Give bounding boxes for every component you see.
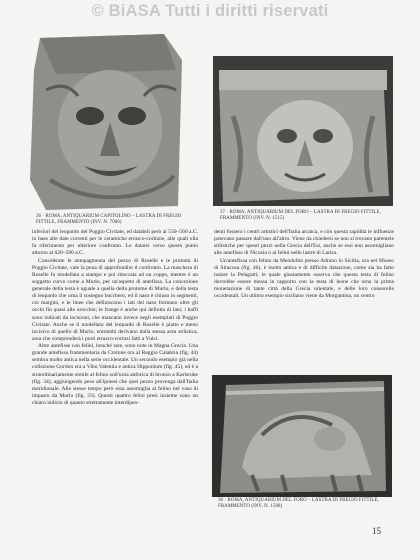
paragraph: Considerate le antepagmenta del pezzo di Roselle e le protomi di Poggio Civitate, vale la pena di approfondire il confronto. La maschera di Roselle fu modellata a stampo e poi ritoccata ad un coppo, mentre è un soggetto curvo come a Murlo, per un'aspetto di antefissa. La concezione generale della testa è uguale a quella della protome di Murlo, e della testa di leopardo che orna il sostegno bucchero, ed il naso è chiuso in segmenti, coi margini, e le linee che definiscono i lati del naso formano oltre gli occhi fin quasi alle orecchie; le frange è anche qui definita di lato; i baffi sono indicati da incisioni, che mancano invece negli esemplari di Poggio Civitate. Anche se il modellato del leopardo di Roselle è piatto e meno incisivo di quello di Murlo, entrambi derivano dalla stessa area stilistica, area che comprenderà i porti etrusco-corinzi fatti a Vulci. [32, 257, 198, 342]
text-column-left [32, 229, 198, 529]
figure-36-photo [26, 30, 192, 212]
figure-37-caption: 37 · ROMA, ANTIQUARIUM DEL FORO – LASTRA DI FREGIO FITTILE, FRAMMENTO (INV. N. 1515) [220, 210, 381, 221]
text-column-right [214, 229, 394, 371]
figure-36-caption: 36 · ROMA, ANTIQUARIUM CAPITOLINO – LASTRA DI FREGIO FITTILE, FRAMMENTO (INV. N. 7000) [36, 214, 182, 225]
paragraph: Un'antefissa con felino da Mendolito presso Adrano in Sicilia, ora nel Museo di Siracusa (fig. 46), è molto antica e di difficile datazione, come sia ha fatto notare la Pelagatti; le quale giustamente osserva che questa testa di felino dovrebbe essere messa in rapporto con la testa di leone che orna la prima monetazione di tante città della Grecia orientale, e delle loro consorelle occidentali. Un ultimo esempio siciliano viene da Morgantina, un centro [214, 257, 394, 300]
watermark: © BiASA Tutti i diritti riservati [91, 2, 329, 20]
figure-38-photo [212, 375, 392, 497]
paragraph: inferiori del leopardo del Poggio Civitate, ed databili però al 550–560 a.C. in base alle date correnti per le ceramiche etrusco-corinzie, alle quali ella fa riferimento per ulteriore confronto. Lo datarei verso questo punto attorno al 620–590 a.C. [32, 229, 198, 257]
page-number: 15 [372, 526, 381, 536]
figure-38-caption: 38 · ROMA, ANTIQUARIUM DEL FORO – LASTRA DI FREGIO FITTILE, FRAMMENTO (INV. N. 1508) [218, 498, 379, 509]
paragraph: denti fossero i centri artistici dell'Italia arcaica, e con questa rapidità le influenze potevano passare dall'uno all'altro. Viene da chiedersi se non si trovano parentele stilistiche per questi pezzi nella Grecia dell'Est, anche se essi non assomigliano alle antefisse di Nicosia o ai felini nelle lastre di Larisa. [214, 229, 394, 257]
figure-37-photo [213, 56, 393, 206]
paragraph: Altre antefisse con felini, benché rare, sono note in Magna Grecia. Una grande antefissa frammentaria da Crotone ora al Reggio Calabria (fig. 44) sembra molto antica nella serie occidentale. Un secondo esempio già nella collezione Gordon era a Vibo Valentia e antica Hipponium (fig. 45), ed è a straordinariamente simile al felino sull'urna anforica di bronzo a Karlsruhe (fig. 34), aggiungendo peso all'ipotesi che quel pezzo provenga dall'Italia meridionale. Alle stesse tempo però essa assomiglia al felino nel vaso di impasto da Murlo (fig. 33). Questi quattro felini presi insieme sono un chiaro indizio di quanto strettamente interdipen- [32, 343, 198, 406]
